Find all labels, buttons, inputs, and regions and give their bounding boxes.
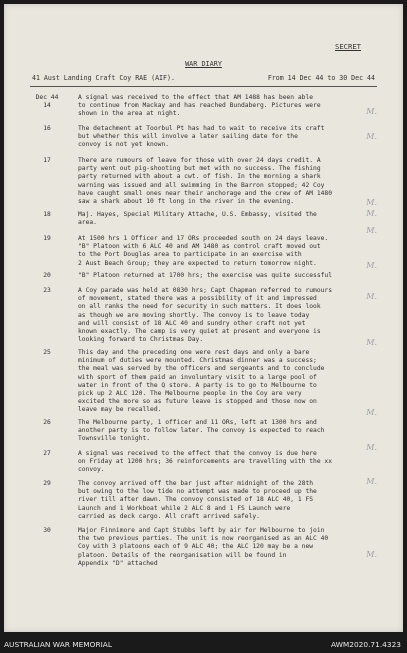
entry-date: 20 bbox=[43, 272, 51, 279]
entry-date: 17 bbox=[43, 157, 51, 164]
entry-date: 29 bbox=[43, 480, 51, 487]
entry-date: Dec 44 14 bbox=[35, 94, 59, 110]
entry-date: 30 bbox=[43, 527, 51, 534]
entry-text: A signal was received to the effect that AM 1488 has been able to continue from Mackay and has reached Bundaberg. Pictures were shown in the area at night. bbox=[78, 94, 321, 118]
entry-text: A Coy parade was held at 0830 hrs; Capt Chapman referred to rumours of movement, stated there was a possibility of it and impressed on all ranks the need for security in such matters. It does look as though we are moving shortly. The convoy is to leave today and will consist of 18 ALC 40 and sundry other craft not yet known exactly. The camp is very quiet at present and everyone is looking forward to Christmas Day. bbox=[78, 287, 333, 344]
entry-text: There are rumours of leave for those with over 24 days credit. A party went out pig-shooting but met with no success. The fishing party returned with about a cwt. of fish. In the morning a shark warning was issued and all swimming in the Barron stopped; 42 Coy have caught small ones near their anchorage and the crew of AM 1480 saw a shark about 10 ft long in the river in the evening. bbox=[78, 157, 333, 206]
entry-date: 26 bbox=[43, 419, 51, 426]
archive-reference: AWM2020.71.4323 bbox=[330, 640, 401, 649]
entry-text: The detachment at Toorbul Pt has had to wait to receive its craft but whether this will involve a later sailing date for the convoy is not yet known. bbox=[78, 125, 325, 149]
entry-initials: M. bbox=[366, 198, 377, 207]
entry-initials: M. bbox=[366, 226, 377, 235]
unit-line bbox=[32, 74, 375, 82]
entry-text: "B" Platoon returned at 1700 hrs; the exercise was quite successful bbox=[78, 272, 333, 279]
diary-page bbox=[4, 4, 403, 632]
entry-date: 25 bbox=[43, 349, 51, 356]
unit-name: 41 Aust Landing Craft Coy RAE (AIF). bbox=[32, 74, 175, 82]
entry-text: The convoy arrived off the bar just after midnight of the 28th but owing to the low tide no attempt was made to proceed up the river till after dawn. The convoy consisted of 18 ALC 40, 1 FS Launch and 1 Workboat while 2 ALC 8 and 1 FS Launch were carried as deck cargo. All craft arrived safely. bbox=[78, 480, 317, 520]
entry-text: Major Finnimore and Capt Stubbs left by air for Melbourne to join the two previous parties. The unit is now reorganised as an ALC 40 Coy with 3 platoons each of 9 ALC 40; the ALC 120 may be a new platoon. Details of the reorganisation will be found in Appendix "D" attached bbox=[78, 527, 329, 567]
entry-initials: M. bbox=[366, 261, 377, 270]
entry-text: The Melbourne party, 1 officer and 11 ORs, left at 1300 hrs and another party is to follow later. The convoy is expected to reach Townsville tonight. bbox=[78, 419, 325, 443]
entry-initials: M. bbox=[366, 107, 377, 116]
entry-date: 19 bbox=[43, 235, 51, 242]
entry-initials: M. bbox=[366, 338, 377, 347]
entry-text: At 1500 hrs 1 Officer and 17 ORs proceeded south on 24 days leave. "B" Platoon with 6 ALC 40 and AM 1480 as control craft moved out to the Port Douglas area to participate in an exercise with 2 Aust Beach Group; they are expected to return tomorrow night. bbox=[78, 235, 329, 267]
entry-date: 27 bbox=[43, 450, 51, 457]
diary-period: From 14 Dec 44 to 30 Dec 44 bbox=[267, 74, 375, 82]
entry-initials: M. bbox=[366, 443, 377, 452]
institution-name: AUSTRALIAN WAR MEMORIAL bbox=[4, 640, 112, 649]
entry-initials: M. bbox=[366, 132, 377, 141]
entry-text: This day and the preceding one were rest days and only a bare minimum of duties were mounted. Christmas dinner was a success; the meal was served by the officers and sergeants and to conclude with sport of them paid an involuntary visit to a large pool of water in front of the Q store. A party is to go to Melbourne to pick up 2 ALC 120. The Melbourne people in the Coy are very excited the more so as future leave is stopped and those now on leave may be recalled. bbox=[78, 349, 325, 414]
entry-initials: M. bbox=[366, 292, 377, 301]
archive-footer bbox=[0, 639, 407, 653]
entry-date: 16 bbox=[43, 125, 51, 132]
entry-initials: M. bbox=[366, 550, 377, 559]
entry-initials: M. bbox=[366, 477, 377, 486]
header-divider bbox=[30, 86, 377, 87]
entry-text: A signal was received to the effect that the convoy is due here on Friday at 1200 hrs; 36 reinforcements are travelling with the xx convoy. bbox=[78, 450, 333, 474]
entry-initials: M. bbox=[366, 209, 377, 218]
classification-label: SECRET bbox=[335, 42, 361, 51]
entry-initials: M. bbox=[366, 408, 377, 417]
entry-text: Maj. Hayes, Special Military Attache, U.S. Embassy, visited the area. bbox=[78, 211, 317, 227]
entry-date: 23 bbox=[43, 287, 51, 294]
entry-date: 18 bbox=[43, 211, 51, 218]
diary-title: WAR DIARY bbox=[185, 60, 222, 68]
